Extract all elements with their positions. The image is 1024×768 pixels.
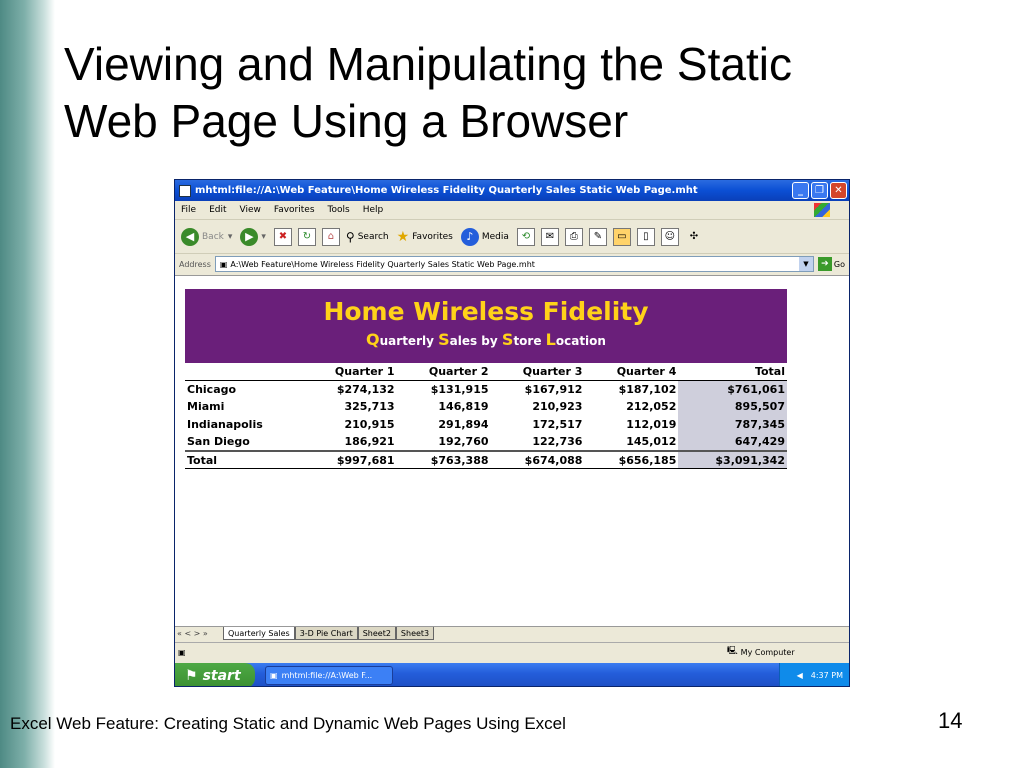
back-button[interactable]: ◀ Back ▾	[181, 228, 232, 246]
table-cell: 186,921	[344, 435, 395, 449]
media-icon: ♪	[461, 228, 479, 246]
menu-file[interactable]: File	[181, 205, 197, 215]
address-page-icon: ▣	[219, 259, 228, 269]
header-cell	[185, 363, 303, 381]
star-icon: ★	[396, 228, 410, 245]
subtitle-cap-s: S	[501, 330, 514, 349]
menu-help[interactable]: Help	[362, 205, 384, 215]
address-label: Address	[179, 259, 211, 269]
sales-table	[185, 363, 787, 469]
subtitle-part: ocation	[555, 334, 606, 348]
discuss-icon[interactable]: ▭	[613, 228, 631, 246]
subtitle-cap-s: S	[438, 330, 450, 349]
slide-title	[64, 36, 964, 150]
row-label: Chicago	[185, 381, 303, 399]
window-title: mhtml:file://A:\Web Feature\Home Wireless Fidelity Quarterly Sales Static Web Page.mht	[195, 185, 698, 196]
media-button[interactable]	[461, 228, 509, 246]
header-cell: Total	[678, 363, 787, 381]
search-icon: ⚲	[345, 229, 355, 244]
table-cell: $274,132	[303, 381, 397, 399]
back-arrow-icon: ◀	[181, 228, 199, 246]
total-cell: $656,185	[584, 451, 678, 469]
ie-task-icon: ▣	[270, 671, 278, 680]
menu-tools[interactable]: Tools	[327, 205, 350, 215]
search-label: Search	[357, 231, 389, 242]
minimize-button[interactable]: _	[792, 182, 809, 199]
tab-quarterly-sales[interactable]: Quarterly Sales	[223, 627, 295, 640]
row-total-cell: 787,345	[678, 416, 787, 434]
row-label: San Diego	[187, 435, 250, 449]
slide-title-line-2: Web Page Using a Browser	[64, 95, 629, 147]
window-titlebar[interactable]	[175, 180, 849, 201]
home-icon[interactable]: ⌂	[322, 228, 340, 246]
address-field[interactable]	[215, 256, 814, 272]
slide-title-line-1: Viewing and Manipulating the Static	[64, 38, 792, 90]
windows-logo-icon	[814, 203, 830, 217]
table-cell: $131,915	[397, 381, 491, 399]
table-cell: 146,819	[438, 400, 489, 414]
toolbar	[175, 220, 849, 254]
start-label: start	[202, 667, 241, 684]
grand-total-cell: $3,091,342	[678, 451, 787, 469]
messenger-icon[interactable]: ☺	[661, 228, 679, 246]
slide-footer: Excel Web Feature: Creating Static and Dynamic Web Pages Using Excel	[10, 714, 566, 733]
print-icon[interactable]: ⎙	[565, 228, 583, 246]
menu-favorites[interactable]: Favorites	[273, 205, 315, 215]
refresh-icon[interactable]: ↻	[298, 228, 316, 246]
table-row	[185, 416, 787, 434]
address-bar	[175, 254, 849, 274]
table-header-row	[185, 363, 787, 381]
slide-page-number: 14	[938, 708, 963, 733]
ie-page-icon	[179, 185, 191, 197]
address-dropdown-icon[interactable]: ▼	[799, 257, 813, 271]
table-cell: 291,894	[438, 418, 489, 432]
subtitle-part: tore	[513, 334, 546, 348]
page-content	[175, 275, 850, 627]
subtitle-part: uarterly	[379, 334, 439, 348]
menu-edit[interactable]: Edit	[209, 205, 227, 215]
total-cell: $674,088	[491, 451, 585, 469]
header-cell: Quarter 3	[491, 363, 585, 381]
row-total-cell: 895,507	[678, 398, 787, 416]
media-label: Media	[481, 231, 509, 242]
sheet-nav-buttons[interactable]: « < > »	[177, 629, 208, 638]
table-row	[185, 398, 787, 416]
menu-view[interactable]: View	[239, 205, 261, 215]
go-arrow-icon: ➔	[818, 257, 832, 271]
favorites-button[interactable]	[397, 229, 453, 245]
total-cell: $997,681	[303, 451, 397, 469]
browser-window	[174, 179, 850, 687]
subtitle-cap-l: L	[545, 330, 556, 349]
sales-banner	[185, 289, 787, 363]
clock: 4:37 PM	[810, 671, 843, 680]
header-cell: Quarter 2	[397, 363, 491, 381]
back-label: Back	[202, 231, 224, 242]
slide-side-band	[0, 0, 55, 768]
table-cell: 325,713	[344, 400, 395, 414]
search-button[interactable]	[346, 230, 389, 244]
go-button[interactable]	[818, 257, 845, 271]
table-row	[185, 433, 787, 451]
table-cell: 122,736	[532, 435, 583, 449]
table-row	[185, 381, 787, 399]
taskbar-item-browser[interactable]	[265, 666, 393, 685]
table-cell: 210,923	[532, 400, 583, 414]
table-cell: $187,102	[584, 381, 678, 399]
zone-indicator	[727, 645, 795, 659]
status-page-icon: ▣	[178, 647, 186, 657]
total-cell: $763,388	[397, 451, 491, 469]
go-label: Go	[833, 259, 845, 269]
total-label: Total	[185, 451, 303, 469]
windows-flag-icon: ⚑	[185, 667, 198, 684]
forward-arrow-icon: ▶	[240, 228, 258, 246]
header-cell: Quarter 4	[584, 363, 678, 381]
table-cell: 112,019	[626, 418, 677, 432]
subtitle-part: ales by	[449, 334, 502, 348]
history-icon[interactable]: ⟲	[517, 228, 535, 246]
row-label: Miami	[187, 400, 225, 414]
task-label: mhtml:file://A:\Web F...	[281, 671, 373, 680]
table-cell: 172,517	[532, 418, 583, 432]
tray-arrow-icon[interactable]: ◀	[796, 671, 803, 680]
zone-label: My Computer	[740, 647, 795, 657]
banner-subtitle	[185, 330, 787, 349]
taskbar	[175, 663, 850, 687]
research-icon[interactable]: ▯	[637, 228, 655, 246]
close-button[interactable]: ✕	[830, 182, 847, 199]
favorites-label: Favorites	[412, 231, 453, 242]
table-total-row	[185, 451, 787, 469]
forward-button[interactable]: ▶ ▾	[240, 228, 266, 246]
menu-bar	[175, 201, 849, 220]
stop-icon[interactable]: ✖	[274, 228, 292, 246]
edit-icon[interactable]: ✎	[589, 228, 607, 246]
system-tray	[779, 663, 850, 687]
tab-sheet3[interactable]: Sheet3	[396, 627, 434, 640]
table-cell: 212,052	[626, 400, 677, 414]
mail-icon[interactable]: ✉	[541, 228, 559, 246]
banner-title: Home Wireless Fidelity	[323, 297, 649, 326]
subtitle-cap-q: Q	[366, 330, 380, 349]
tab-sheet2[interactable]: Sheet2	[358, 627, 396, 640]
table-cell: 210,915	[344, 418, 395, 432]
start-button[interactable]	[175, 663, 255, 687]
table-cell: 145,012	[626, 435, 677, 449]
header-cell: Quarter 1	[303, 363, 397, 381]
table-cell: $167,912	[491, 381, 585, 399]
computer-icon: 🖳	[727, 646, 738, 655]
row-total-cell: 647,429	[678, 433, 787, 451]
row-total-cell: $761,061	[678, 381, 787, 399]
row-label: Indianapolis	[187, 418, 263, 432]
tab-3d-pie-chart[interactable]: 3-D Pie Chart	[295, 627, 358, 640]
address-value: A:\Web Feature\Home Wireless Fidelity Quarterly Sales Static Web Page.mht	[230, 259, 535, 269]
bluetooth-icon[interactable]: ✣	[689, 231, 699, 242]
status-bar	[175, 642, 850, 661]
restore-button[interactable]: ❐	[811, 182, 828, 199]
table-cell: 192,760	[438, 435, 489, 449]
sheet-tab-bar	[175, 626, 850, 640]
